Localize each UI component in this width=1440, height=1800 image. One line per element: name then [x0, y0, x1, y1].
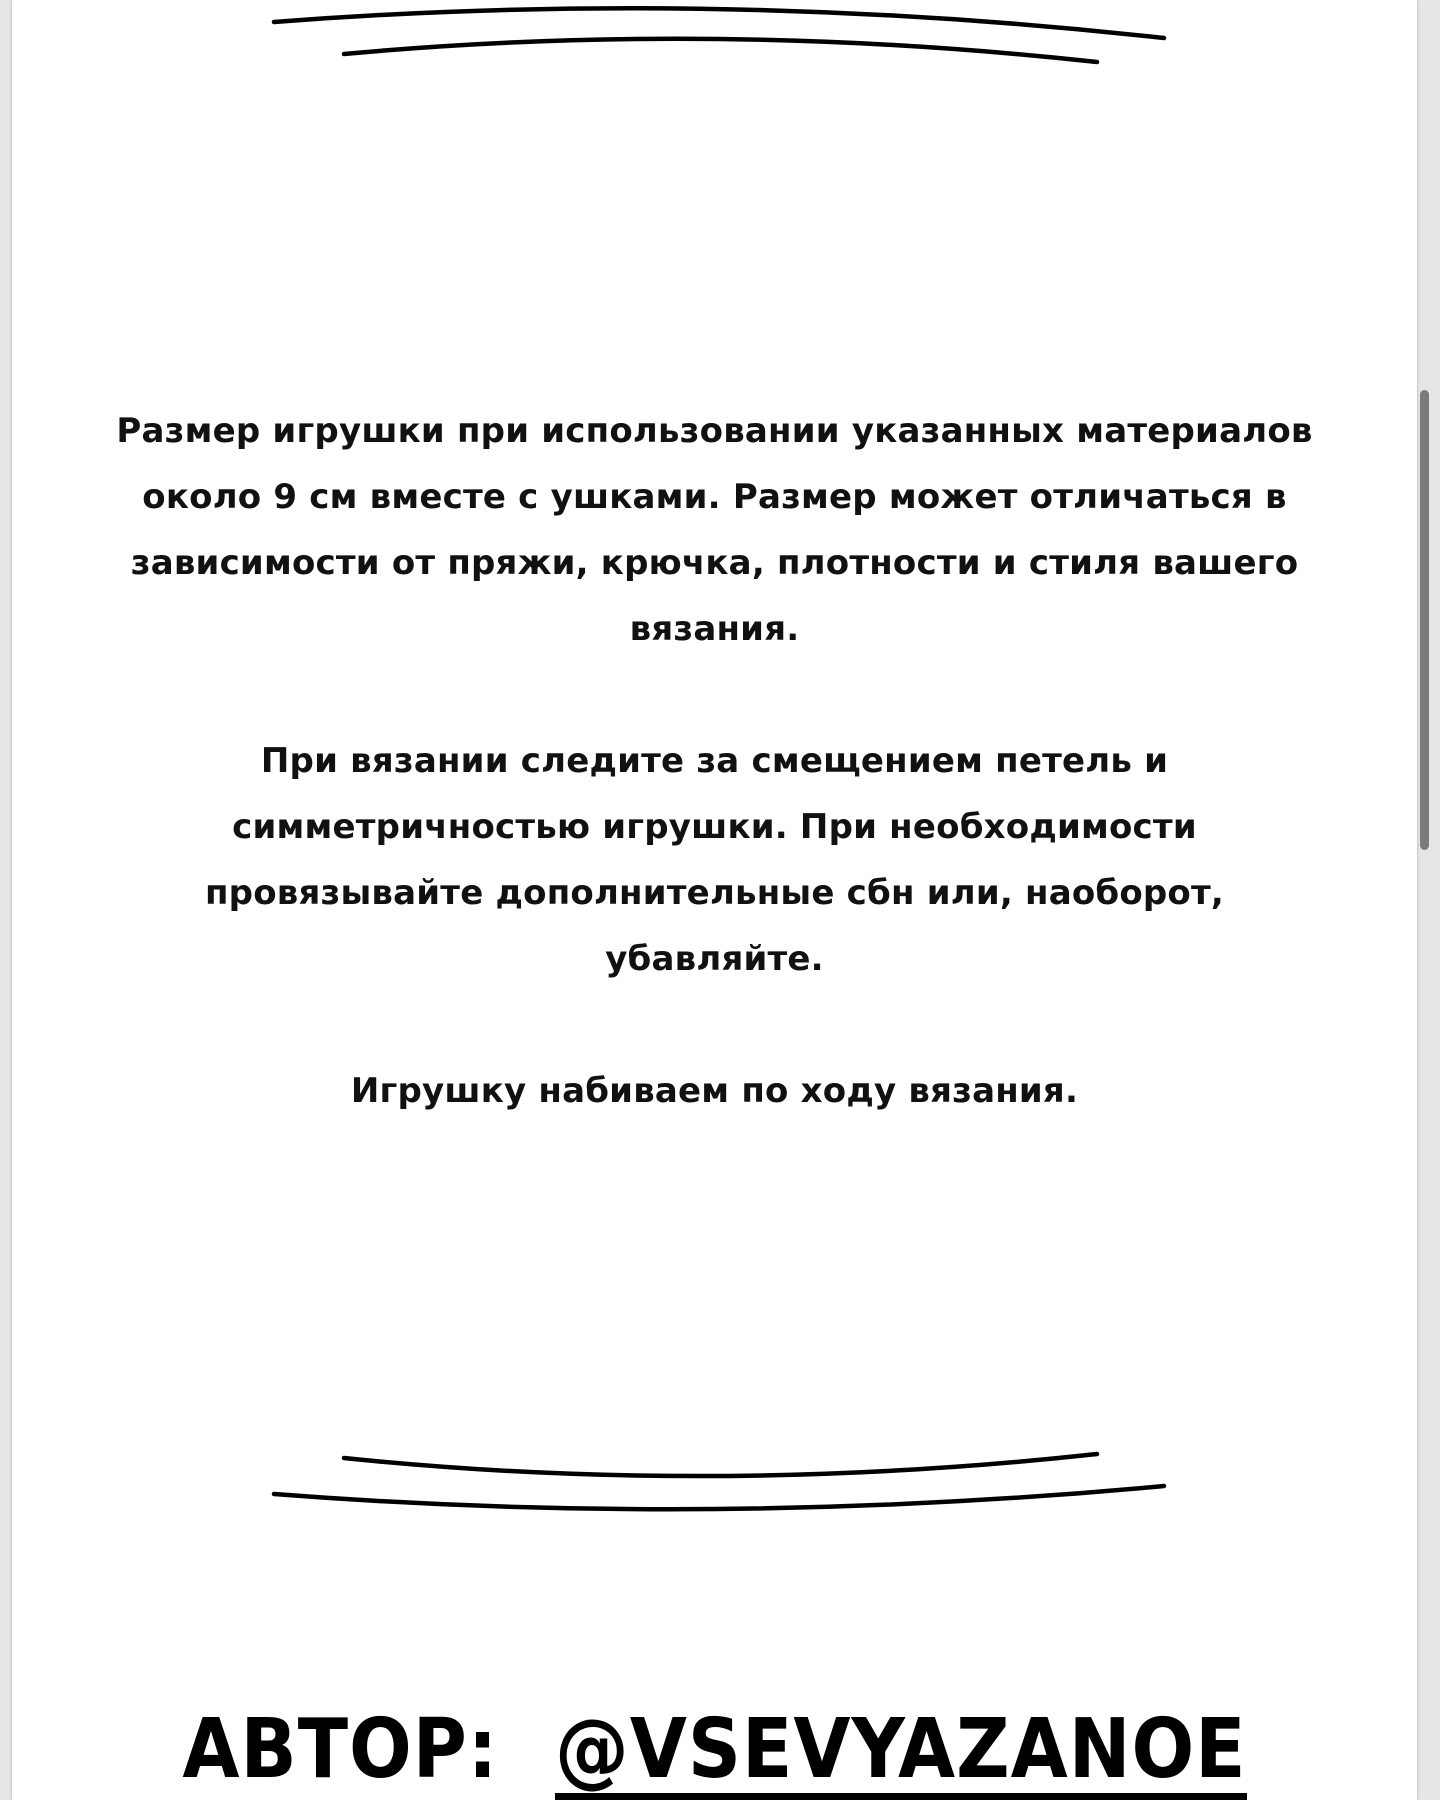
- instructions-text: [92, 398, 1337, 1124]
- document-page: [12, 0, 1417, 1800]
- bottom-ornament-outer-curve: [274, 1486, 1164, 1509]
- author-handle: @VSEVYAZANOE: [555, 1707, 1247, 1800]
- top-ornament-outer-curve: [274, 8, 1164, 38]
- vertical-scrollbar[interactable]: [1420, 390, 1429, 850]
- author-label: АВТОР:: [182, 1702, 499, 1797]
- bottom-ornament-divider: [12, 1440, 1417, 1530]
- top-ornament-inner-curve: [344, 39, 1097, 62]
- paragraph-symmetry-note: При вязании следите за смещением петель и симметричностью игрушки. При необходимости провязывайте дополнительные сбн или, наоборот, убавляйте.: [204, 741, 1225, 979]
- author-credit: [12, 1700, 1417, 1800]
- paragraph-size-note: Размер игрушки при использовании указанных материалов около 9 см вместе с ушками. Размер может отличаться в зависимости от пряжи, крючка, плотности и стиля вашего вязания.: [116, 411, 1313, 649]
- top-ornament-divider: [12, 0, 1417, 90]
- bottom-ornament-inner-curve: [344, 1454, 1097, 1476]
- paragraph-stuffing-note: Игрушку набиваем по ходу вязания.: [350, 1071, 1079, 1111]
